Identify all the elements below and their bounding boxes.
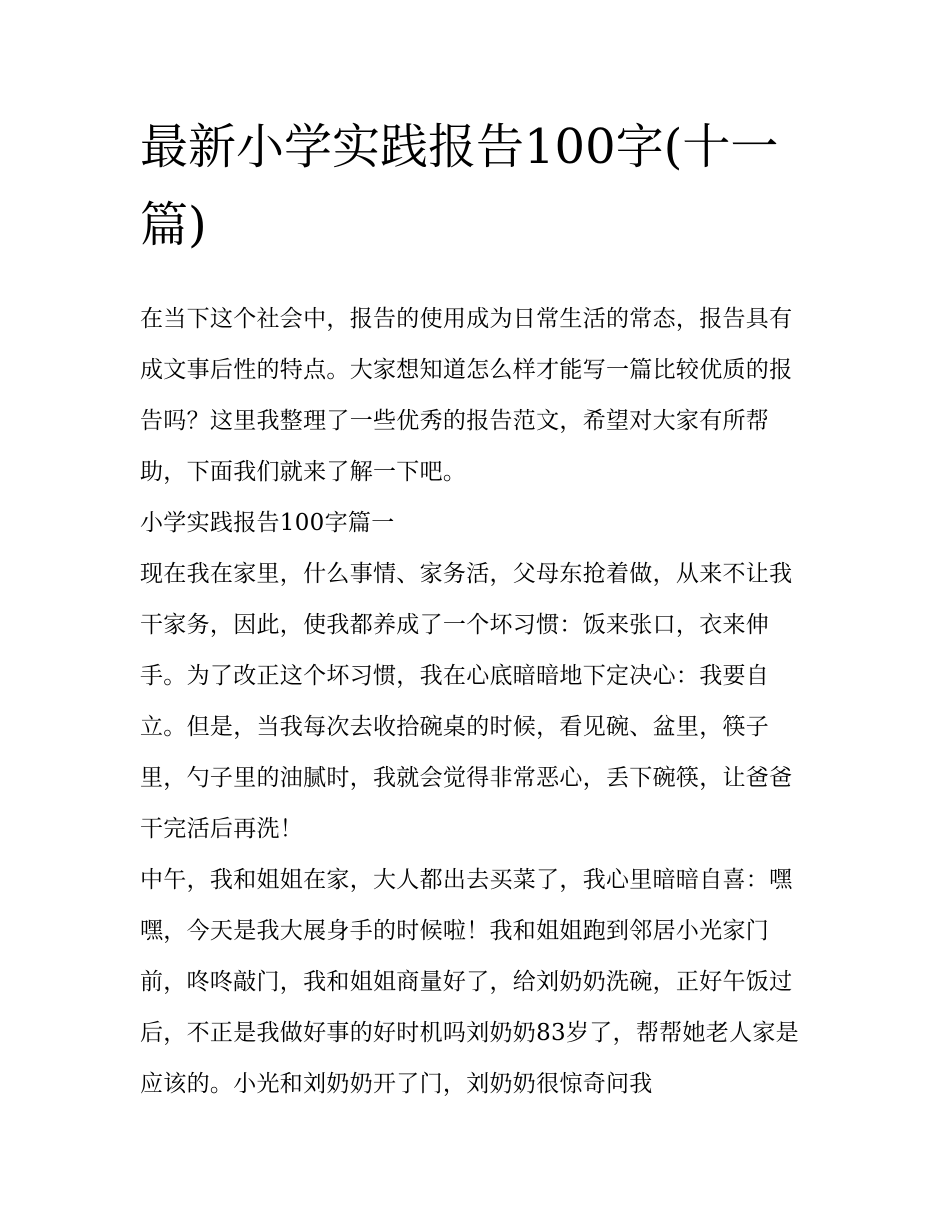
body-paragraph: 中午，我和姐姐在家，大人都出去买菜了，我心里暗暗自喜：嘿嘿，今天是我大展身手的时候啦！我和姐姐跑到邻居小光家门前，咚咚敲门，我和姐姐商量好了，给刘奶奶洗碗，正好午饭过后，不正是我做好事的好时机吗刘奶奶83岁了，帮帮她老人家是应该的。小光和刘奶奶开了门，刘奶奶很惊奇问我: [140, 867, 799, 1097]
intro-paragraph: 在当下这个社会中，报告的使用成为日常生活的常态，报告具有成文事后性的特点。大家想知道怎么样才能写一篇比较优质的报告吗？这里我整理了一些优秀的报告范文，希望对大家有所帮助，下面我们就来了解一下吧。: [140, 306, 793, 485]
document-page: [140, 108, 812, 1110]
body-paragraph: 现在我在家里，什么事情、家务活，父母东抢着做，从来不让我干家务，因此，使我都养成了一个坏习惯：饭来张口，衣来伸手。为了改正这个坏习惯，我在心底暗暗地下定决心：我要自立。但是，当我每次去收拾碗桌的时候，看见碗、盆里，筷子里，勺子里的油腻时，我就会觉得非常恶心，丢下碗筷，让爸爸干完活后再洗！: [140, 561, 793, 842]
document-title: 最新小学实践报告100字(十一篇): [140, 119, 779, 253]
section-heading: 小学实践报告100字篇一: [140, 510, 395, 536]
